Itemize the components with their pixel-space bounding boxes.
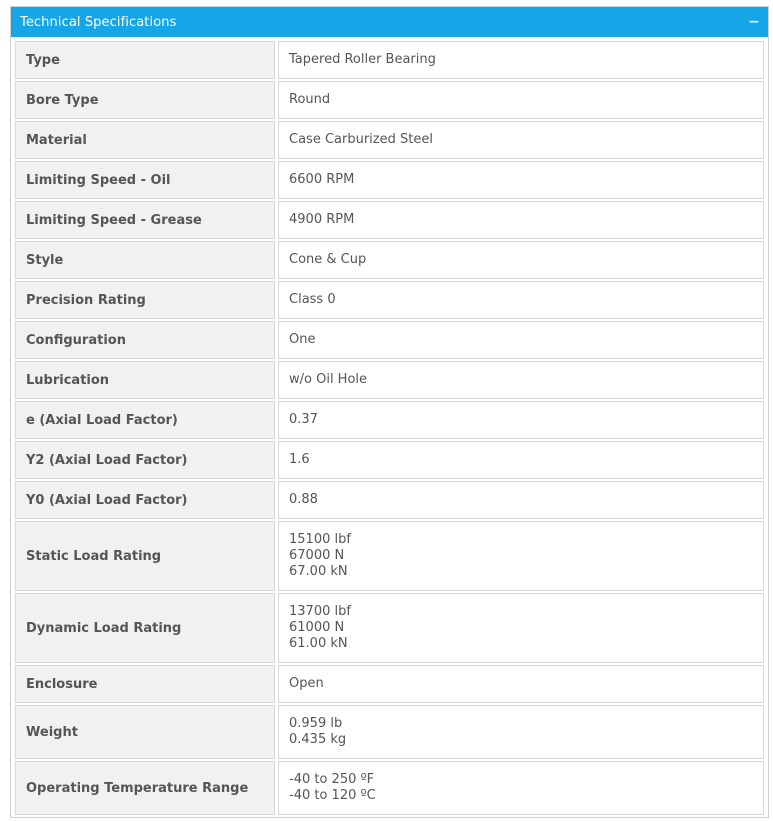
spec-value-line: w/o Oil Hole xyxy=(289,372,368,387)
spec-value-line: Open xyxy=(289,676,324,691)
spec-value-line: 6600 RPM xyxy=(289,172,355,187)
spec-value-line: 0.959 lb xyxy=(289,716,343,731)
spec-value xyxy=(278,665,764,703)
spec-value xyxy=(278,241,764,279)
spec-value-line: 4900 RPM xyxy=(289,212,355,227)
spec-label: Material xyxy=(15,121,275,159)
spec-value xyxy=(278,81,764,119)
spec-row xyxy=(15,401,764,439)
spec-row xyxy=(15,321,764,359)
spec-value-line: Round xyxy=(289,92,331,107)
spec-value xyxy=(278,593,764,663)
spec-value-line: 61000 N xyxy=(289,620,345,635)
spec-row xyxy=(15,521,764,591)
spec-value xyxy=(278,441,764,479)
minus-icon[interactable]: − xyxy=(748,14,760,30)
technical-specifications-panel xyxy=(10,6,769,818)
spec-label: Operating Temperature Range xyxy=(15,761,275,815)
spec-label: Limiting Speed - Oil xyxy=(15,161,275,199)
panel-header[interactable] xyxy=(11,7,768,37)
spec-value xyxy=(278,41,764,79)
spec-row xyxy=(15,121,764,159)
spec-label: Style xyxy=(15,241,275,279)
spec-value-line: 67.00 kN xyxy=(289,564,348,579)
spec-row xyxy=(15,81,764,119)
spec-label: Limiting Speed - Grease xyxy=(15,201,275,239)
spec-label: Configuration xyxy=(15,321,275,359)
spec-label: Enclosure xyxy=(15,665,275,703)
spec-label: Bore Type xyxy=(15,81,275,119)
spec-value-line: 0.435 kg xyxy=(289,732,347,747)
spec-value xyxy=(278,281,764,319)
spec-row xyxy=(15,705,764,759)
spec-row xyxy=(15,201,764,239)
spec-label: Lubrication xyxy=(15,361,275,399)
spec-value xyxy=(278,161,764,199)
spec-value xyxy=(278,321,764,359)
spec-table xyxy=(15,41,764,817)
spec-value xyxy=(278,761,764,815)
spec-value-line: Case Carburized Steel xyxy=(289,132,433,147)
spec-value xyxy=(278,121,764,159)
spec-value-line: Tapered Roller Bearing xyxy=(289,52,436,67)
spec-value-line: 0.37 xyxy=(289,412,318,427)
spec-row xyxy=(15,161,764,199)
spec-row xyxy=(15,241,764,279)
spec-label: Static Load Rating xyxy=(15,521,275,591)
spec-value xyxy=(278,401,764,439)
spec-value-line: 15100 lbf xyxy=(289,532,351,547)
spec-value-line: 1.6 xyxy=(289,452,310,467)
spec-row xyxy=(15,361,764,399)
spec-label: Weight xyxy=(15,705,275,759)
panel-title: Technical Specifications xyxy=(20,14,177,30)
spec-row xyxy=(15,665,764,703)
spec-label: Type xyxy=(15,41,275,79)
spec-label: Y2 (Axial Load Factor) xyxy=(15,441,275,479)
spec-value xyxy=(278,705,764,759)
spec-value-line: 67000 N xyxy=(289,548,345,563)
spec-value xyxy=(278,361,764,399)
spec-value-line: 0.88 xyxy=(289,492,318,507)
spec-label: Precision Rating xyxy=(15,281,275,319)
spec-label: e (Axial Load Factor) xyxy=(15,401,275,439)
spec-value xyxy=(278,201,764,239)
spec-value-line: -40 to 120 ºC xyxy=(289,788,376,803)
spec-row xyxy=(15,481,764,519)
spec-value-line: -40 to 250 ºF xyxy=(289,772,375,787)
spec-value-line: One xyxy=(289,332,316,347)
spec-row xyxy=(15,281,764,319)
spec-value-line: Cone & Cup xyxy=(289,252,367,267)
spec-label: Y0 (Axial Load Factor) xyxy=(15,481,275,519)
spec-value-line: 13700 lbf xyxy=(289,604,351,619)
spec-row xyxy=(15,441,764,479)
spec-value xyxy=(278,481,764,519)
spec-row xyxy=(15,593,764,663)
spec-row xyxy=(15,41,764,79)
spec-row xyxy=(15,761,764,815)
spec-value xyxy=(278,521,764,591)
spec-value-line: 61.00 kN xyxy=(289,636,348,651)
spec-label: Dynamic Load Rating xyxy=(15,593,275,663)
spec-value-line: Class 0 xyxy=(289,292,336,307)
